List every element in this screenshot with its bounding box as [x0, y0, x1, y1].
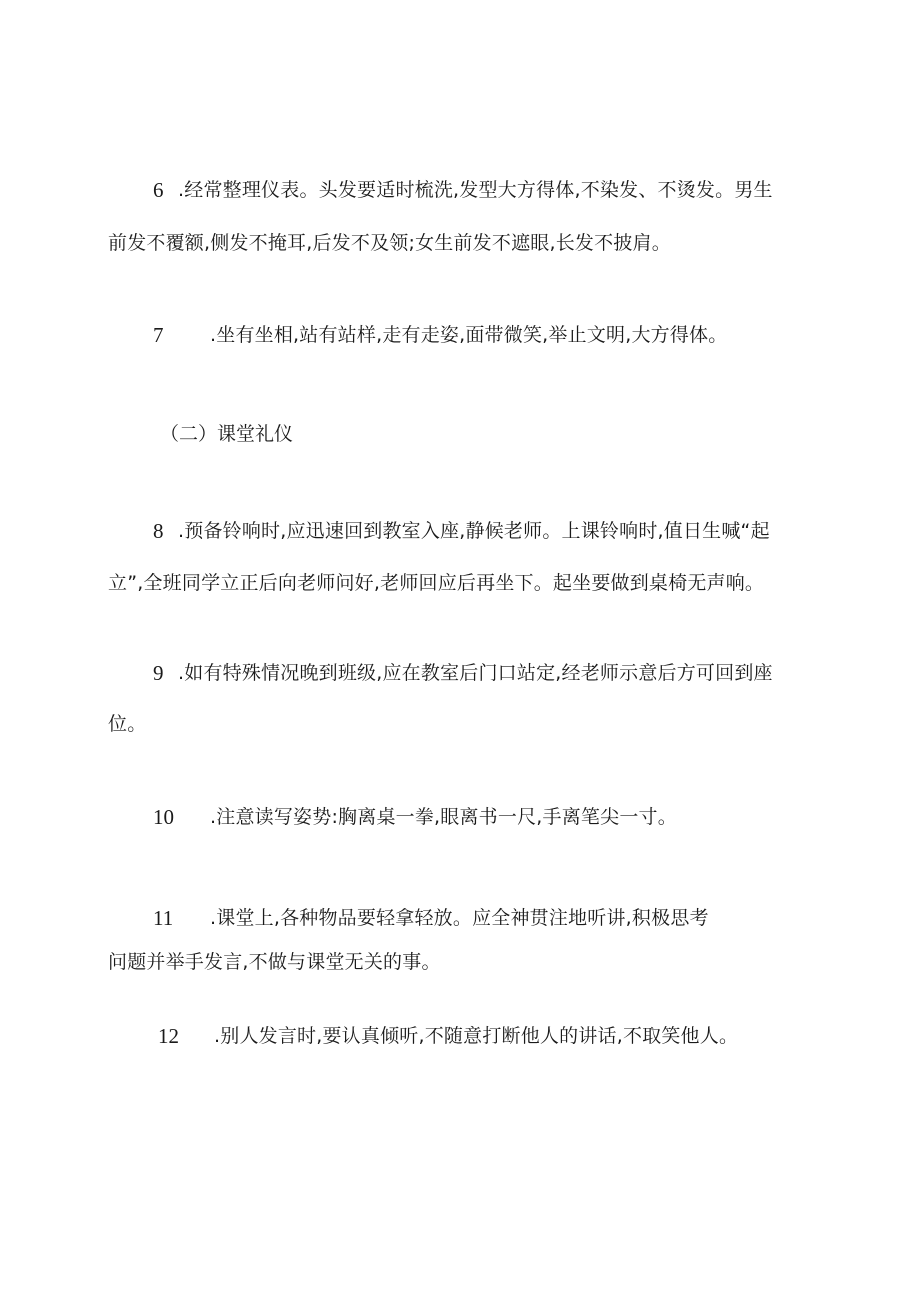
item-text-line: .经常整理仪表。头发要适时梳洗,发型大方得体,不染发、不烫发。男生: [178, 179, 773, 201]
item-text-line: 问题并举手发言,不做与课堂无关的事。: [108, 951, 441, 973]
section-heading: （二）课堂礼仪: [160, 423, 294, 445]
item-number: 6: [153, 178, 164, 202]
item-text-line: .注意读写姿势:胸离桌一拳,眼离书一尺,手离笔尖一寸。: [210, 806, 677, 828]
item-number: 10: [153, 805, 174, 829]
item-text-line: .预备铃响时,应迅速回到教室入座,静候老师。上课铃响时,值日生喊“起: [178, 520, 770, 542]
item-text-line: .坐有坐相,站有站样,走有走姿,面带微笑,举止文明,大方得体。: [210, 324, 728, 346]
item-number: 12: [158, 1024, 179, 1048]
item-text-line: 前发不覆额,侧发不掩耳,后发不及领;女生前发不遮眼,长发不披肩。: [108, 232, 671, 254]
item-text-line: 位。: [108, 713, 147, 735]
item-number: 8: [153, 519, 164, 543]
item-number: 11: [153, 906, 174, 930]
item-text-line: .别人发言时,要认真倾听,不随意打断他人的讲话,不取笑他人。: [214, 1025, 739, 1047]
item-number: 7: [153, 323, 164, 347]
item-text-line: .如有特殊情况晚到班级,应在教室后门口站定,经老师示意后方可回到座: [178, 662, 773, 684]
item-text-line: 立”,全班同学立正后向老师问好,老师回应后再坐下。起坐要做到桌椅无声响。: [108, 572, 765, 594]
item-text-line: .课堂上,各种物品要轻拿轻放。应全神贯注地听讲,积极思考: [210, 907, 709, 929]
item-number: 9: [153, 661, 164, 685]
